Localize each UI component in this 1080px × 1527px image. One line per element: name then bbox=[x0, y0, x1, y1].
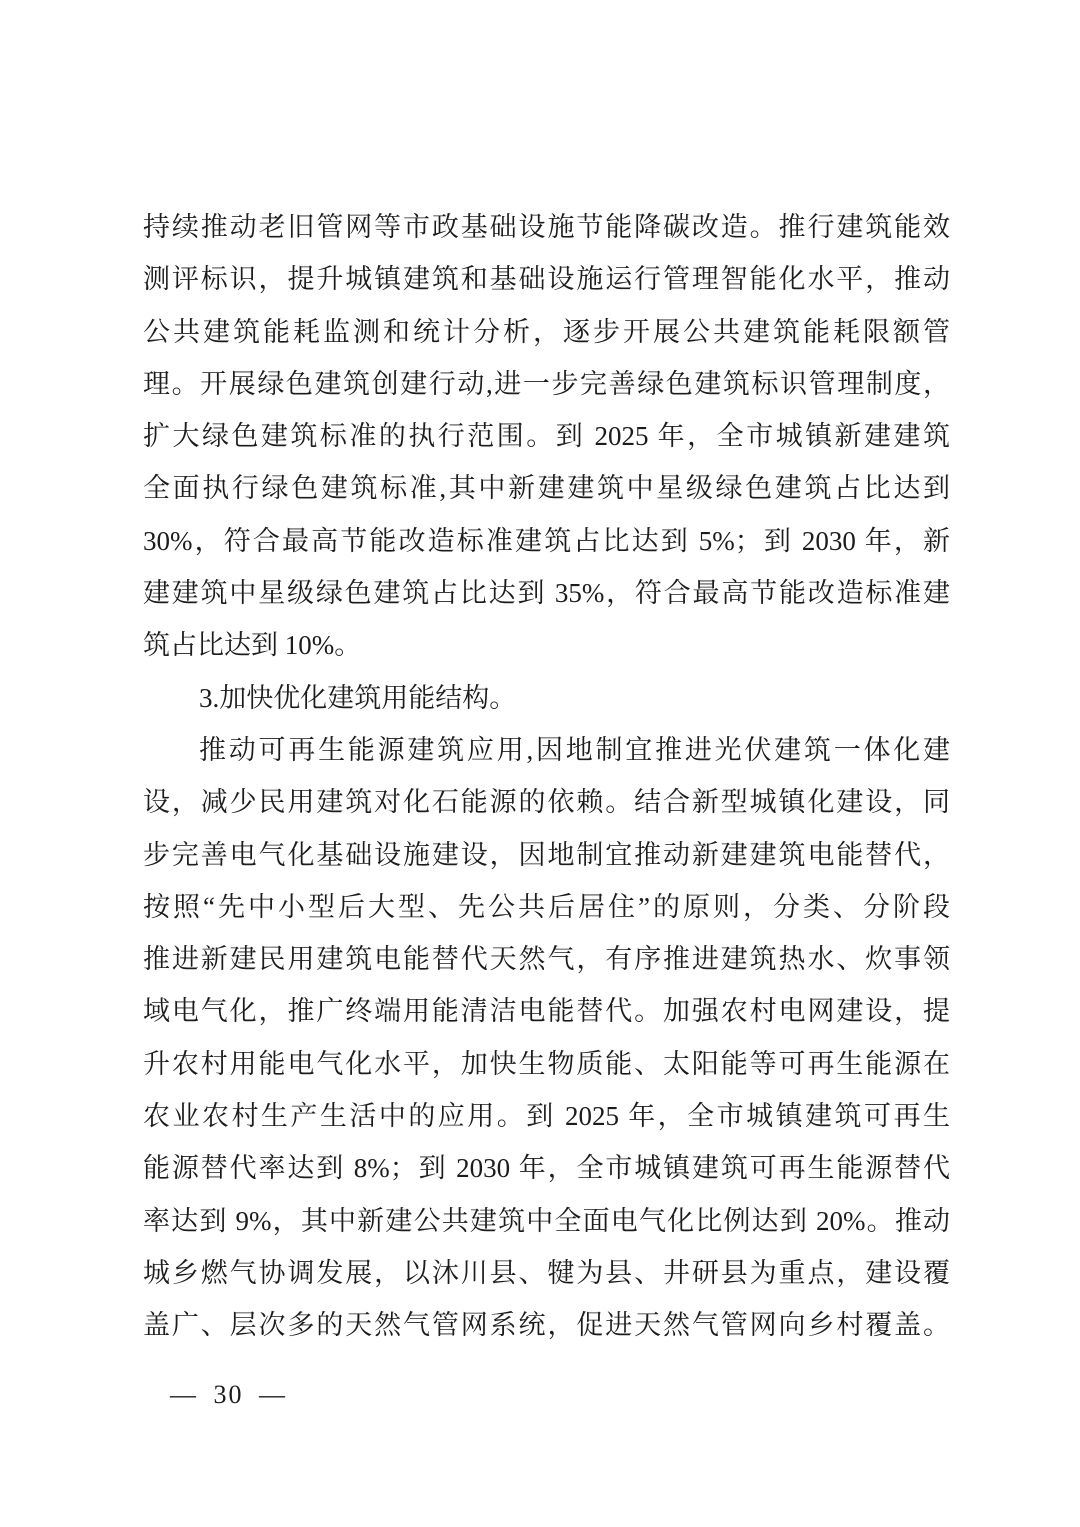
text-line: 扩大绿色建筑标准的执行范围。到 2025 年，全市城镇新建建筑 bbox=[143, 421, 950, 452]
text-line: 按照“先中小型后大型、先公共后居住”的原则，分类、分阶段 bbox=[143, 891, 950, 922]
page-number: — 30 — bbox=[170, 1380, 287, 1409]
text-line: 推进新建民用建筑电能替代天然气，有序推进建筑热水、炊事领 bbox=[143, 944, 950, 975]
text-line: 30%，符合最高节能改造标准建筑占比达到 5%；到 2030 年，新 bbox=[143, 525, 950, 556]
text-line: 筑占比达到 10%。 bbox=[143, 630, 362, 661]
text-line: 设，减少民用建筑对化石能源的依赖。结合新型城镇化建设，同 bbox=[143, 787, 950, 818]
text-line: 城乡燃气协调发展，以沐川县、犍为县、井研县为重点，建设覆 bbox=[143, 1257, 950, 1288]
text-line: 全面执行绿色建筑标准,其中新建建筑中星级绿色建筑占比达到 bbox=[143, 473, 950, 504]
text-line: 能源替代率达到 8%；到 2030 年，全市城镇建筑可再生能源替代 bbox=[143, 1153, 950, 1184]
document-text-block bbox=[143, 201, 950, 1352]
text-line: 率达到 9%，其中新建公共建筑中全面电气化比例达到 20%。推动 bbox=[143, 1205, 950, 1236]
text-line: 步完善电气化基础设施建设，因地制宜推动新建建筑电能替代， bbox=[143, 839, 950, 870]
text-line: 公共建筑能耗监测和统计分析，逐步开展公共建筑能耗限额管 bbox=[143, 316, 950, 347]
text-line: 农业农村生产生活中的应用。到 2025 年，全市城镇建筑可再生 bbox=[143, 1101, 950, 1132]
text-line: 升农村用能电气化水平，加快生物质能、太阳能等可再生能源在 bbox=[143, 1048, 950, 1079]
text-line: 持续推动老旧管网等市政基础设施节能降碳改造。推行建筑能效 bbox=[143, 212, 950, 242]
text-line: 盖广、层次多的天然气管网系统，促进天然气管网向乡村覆盖。 bbox=[143, 1310, 950, 1341]
section-heading: 3.加快优化建筑用能结构。 bbox=[199, 682, 517, 713]
text-line: 理。开展绿色建筑创建行动,进一步完善绿色建筑标识管理制度， bbox=[143, 368, 950, 399]
text-line: 推动可再生能源建筑应用,因地制宜推进光伏建筑一体化建 bbox=[199, 734, 950, 765]
text-line: 域电气化，推广终端用能清洁电能替代。加强农村电网建设，提 bbox=[143, 996, 950, 1027]
text-line: 测评标识，提升城镇建筑和基础设施运行管理智能化水平，推动 bbox=[143, 264, 950, 295]
text-line: 建建筑中星级绿色建筑占比达到 35%，符合最高节能改造标准建 bbox=[143, 578, 950, 609]
